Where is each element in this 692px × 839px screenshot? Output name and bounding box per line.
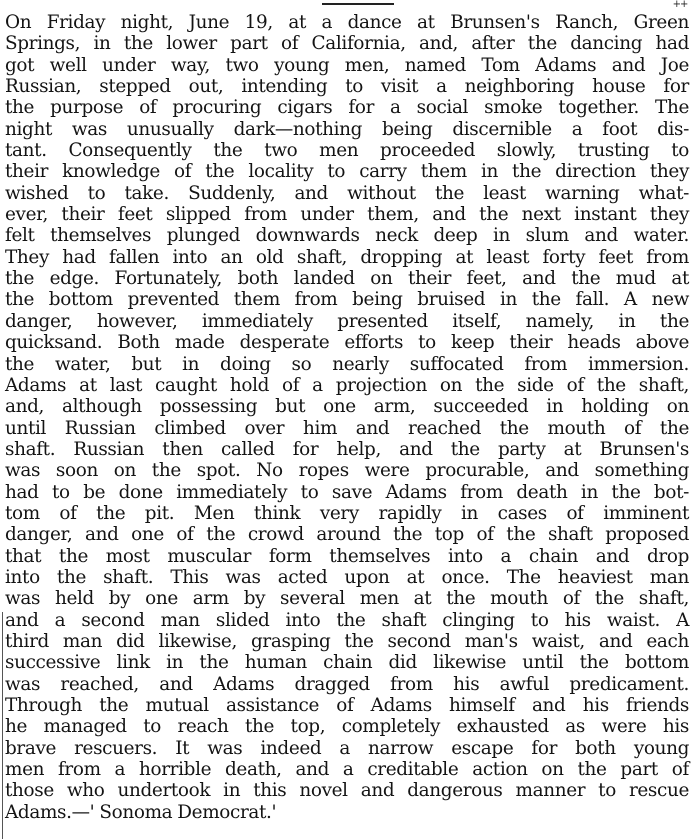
article-line: was reached, and Adams dragged from his awful predicament. bbox=[5, 673, 689, 695]
divider-ornament: ++ bbox=[672, 0, 688, 10]
article-line: the purpose of procuring cigars for a social smoke together. The bbox=[5, 97, 689, 119]
article-line: tant. Consequently the two men proceeded slowly, trusting to bbox=[5, 140, 689, 162]
article-line: the edge. Fortunately, both landed on their feet, and the mud at bbox=[5, 268, 689, 290]
article-line: wished to take. Suddenly, and without the least warning what- bbox=[5, 182, 689, 204]
article-line: brave rescuers. It was indeed a narrow escape for both young bbox=[5, 737, 689, 759]
article-line: Russian, stepped out, intending to visit a neighboring house for bbox=[5, 76, 689, 98]
article-line: into the shaft. This was acted upon at once. The heaviest man bbox=[5, 566, 689, 588]
article-line: had to be done immediately to save Adams from death in the bot- bbox=[5, 481, 689, 503]
article-line: Adams at last caught hold of a projection on the side of the shaft, bbox=[5, 374, 689, 396]
article-line: and, although possessing but one arm, succeeded in holding on bbox=[5, 396, 689, 418]
article-line: shaft. Russian then called for help, and the party at Brunsen's bbox=[5, 438, 689, 460]
article-line: ever, their feet slipped from under them, and the next instant they bbox=[5, 204, 689, 226]
article-line: Springs, in the lower part of California, and, after the dancing had bbox=[5, 33, 689, 55]
article-body bbox=[5, 12, 689, 823]
article-line: danger, however, immediately presented itself, namely, in the bbox=[5, 310, 689, 332]
article-line: felt themselves plunged downwards neck deep in slum and water. bbox=[5, 225, 689, 247]
section-divider bbox=[322, 0, 688, 10]
article-line: successive link in the human chain did likewise until the bottom bbox=[5, 652, 689, 674]
article-line: quicksand. Both made desperate efforts to keep their heads above bbox=[5, 332, 689, 354]
article-line: that the most muscular form themselves into a chain and drop bbox=[5, 545, 689, 567]
column-rule bbox=[2, 612, 3, 839]
article-line: he managed to reach the top, completely exhausted as were his bbox=[5, 716, 689, 738]
article-line: Adams.—' Sonoma Democrat.' bbox=[5, 801, 277, 823]
article-line: was held by one arm by several men at the mouth of the shaft, bbox=[5, 588, 689, 610]
article-line: tom of the pit. Men think very rapidly in cases of imminent bbox=[5, 502, 689, 524]
article-line: got well under way, two young men, named Tom Adams and Joe bbox=[5, 54, 689, 76]
article-line: men from a horrible death, and a creditable action on the part of bbox=[5, 759, 689, 781]
article-line: was soon on the spot. No ropes were procurable, and something bbox=[5, 460, 689, 482]
article-line: They had fallen into an old shaft, dropping at least forty feet from bbox=[5, 246, 689, 268]
article-line: third man did likewise, grasping the second man's waist, and each bbox=[5, 630, 689, 652]
article-line: the water, but in doing so nearly suffocated from immersion. bbox=[5, 353, 689, 375]
article-line: danger, and one of the crowd around the top of the shaft proposed bbox=[5, 524, 689, 546]
article-line: and a second man slided into the shaft clinging to his waist. A bbox=[5, 609, 689, 631]
article-line: night was unusually dark—nothing being discernible a foot dis- bbox=[5, 118, 689, 140]
article-line: until Russian climbed over him and reached the mouth of the bbox=[5, 417, 689, 439]
article-line: Through the mutual assistance of Adams himself and his friends bbox=[5, 695, 689, 716]
article-line: the bottom prevented them from being bruised in the fall. A new bbox=[5, 289, 689, 311]
article-line: those who undertook in this novel and dangerous manner to rescue bbox=[5, 780, 689, 802]
article-line: their knowledge of the locality to carry them in the direction they bbox=[5, 161, 689, 183]
article-line: On Friday night, June 19, at a dance at Brunsen's Ranch, Green bbox=[5, 12, 689, 33]
